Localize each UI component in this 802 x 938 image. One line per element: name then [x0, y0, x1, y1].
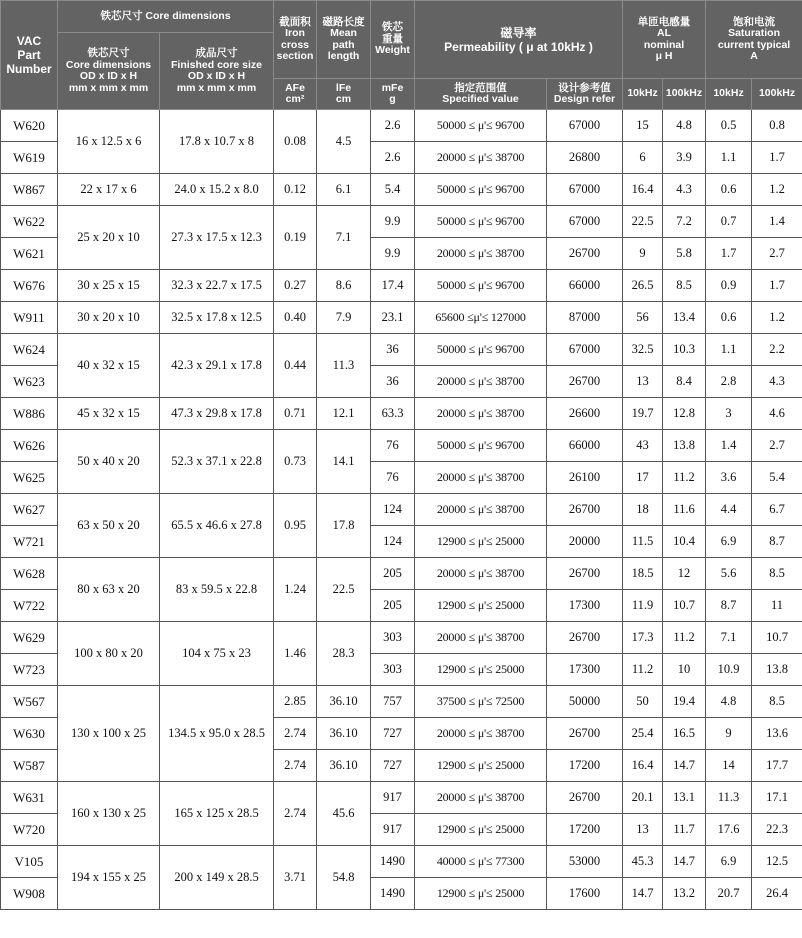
design-permeability-cell: 67000: [547, 174, 623, 206]
weight-cell: 303: [371, 654, 415, 686]
design-permeability-cell: 26100: [547, 462, 623, 494]
sat-100khz-cell: 12.5: [752, 846, 802, 878]
specified-permeability-cell: 50000 ≤ μ'≤ 96700: [415, 206, 547, 238]
afe-cell: 0.27: [274, 270, 317, 302]
sat-100khz-cell: 11: [752, 590, 802, 622]
sat-100khz-cell: 22.3: [752, 814, 802, 846]
table-row: [1, 206, 802, 238]
header-mean-path-length: 磁路长度 Mean path length: [317, 1, 371, 79]
afe-cell: 0.73: [274, 430, 317, 494]
sat-100khz-cell: 1.4: [752, 206, 802, 238]
sat-10khz-cell: 3: [706, 398, 752, 430]
al-100khz-cell: 11.2: [663, 622, 706, 654]
sat-100khz-cell: 8.5: [752, 686, 802, 718]
sat-10khz-cell: 6.9: [706, 846, 752, 878]
design-permeability-cell: 20000: [547, 526, 623, 558]
weight-cell: 2.6: [371, 110, 415, 142]
part-number-cell: W626: [1, 430, 58, 462]
al-100khz-cell: 13.1: [663, 782, 706, 814]
afe-cell: 0.19: [274, 206, 317, 270]
part-number-cell: W621: [1, 238, 58, 270]
weight-cell: 917: [371, 782, 415, 814]
afe-cell: 0.44: [274, 334, 317, 398]
part-number-cell: W627: [1, 494, 58, 526]
header-al-100khz: 100kHz: [663, 79, 706, 110]
sat-100khz-cell: 2.7: [752, 238, 802, 270]
al-10khz-cell: 6: [623, 142, 663, 174]
design-permeability-cell: 26700: [547, 494, 623, 526]
part-number-cell: W720: [1, 814, 58, 846]
design-permeability-cell: 26700: [547, 718, 623, 750]
al-100khz-cell: 3.9: [663, 142, 706, 174]
design-permeability-cell: 26700: [547, 782, 623, 814]
sat-10khz-cell: 4.8: [706, 686, 752, 718]
weight-cell: 727: [371, 718, 415, 750]
core-dimensions-cell: 194 x 155 x 25: [58, 846, 160, 910]
al-100khz-cell: 7.2: [663, 206, 706, 238]
specified-permeability-cell: 20000 ≤ μ'≤ 38700: [415, 718, 547, 750]
afe-cell: 2.74: [274, 718, 317, 750]
design-permeability-cell: 17200: [547, 750, 623, 782]
sat-10khz-cell: 1.4: [706, 430, 752, 462]
al-10khz-cell: 56: [623, 302, 663, 334]
core-dimensions-cell: 25 x 20 x 10: [58, 206, 160, 270]
lfe-cell: 6.1: [317, 174, 371, 206]
design-permeability-cell: 17300: [547, 654, 623, 686]
finished-size-cell: 134.5 x 95.0 x 28.5: [160, 686, 274, 782]
table-row: [1, 398, 802, 430]
header-design-refer: 设计参考值 Design refer: [547, 79, 623, 110]
sat-100khz-cell: 17.1: [752, 782, 802, 814]
design-permeability-cell: 17600: [547, 878, 623, 910]
sat-10khz-cell: 8.7: [706, 590, 752, 622]
sat-10khz-cell: 7.1: [706, 622, 752, 654]
al-100khz-cell: 14.7: [663, 846, 706, 878]
specified-permeability-cell: 20000 ≤ μ'≤ 38700: [415, 622, 547, 654]
al-100khz-cell: 12: [663, 558, 706, 590]
weight-cell: 917: [371, 814, 415, 846]
part-number-cell: W631: [1, 782, 58, 814]
al-100khz-cell: 19.4: [663, 686, 706, 718]
design-permeability-cell: 17200: [547, 814, 623, 846]
al-10khz-cell: 25.4: [623, 718, 663, 750]
weight-cell: 124: [371, 494, 415, 526]
sat-100khz-cell: 26.4: [752, 878, 802, 910]
core-dimensions-cell: 63 x 50 x 20: [58, 494, 160, 558]
lfe-cell: 14.1: [317, 430, 371, 494]
header-specified-value: 指定范围值 Specified value: [415, 79, 547, 110]
afe-cell: 2.74: [274, 750, 317, 782]
al-10khz-cell: 22.5: [623, 206, 663, 238]
al-100khz-cell: 4.8: [663, 110, 706, 142]
design-permeability-cell: 26600: [547, 398, 623, 430]
lfe-cell: 36.10: [317, 750, 371, 782]
weight-cell: 1490: [371, 846, 415, 878]
weight-cell: 124: [371, 526, 415, 558]
header-core-dimensions: 铁芯尺寸 Core dimensions OD x ID x H mm x mm x mm: [58, 33, 160, 110]
al-10khz-cell: 19.7: [623, 398, 663, 430]
afe-cell: 0.95: [274, 494, 317, 558]
sat-100khz-cell: 4.3: [752, 366, 802, 398]
weight-cell: 17.4: [371, 270, 415, 302]
sat-100khz-cell: 10.7: [752, 622, 802, 654]
table-row: [1, 846, 802, 878]
table-body: [1, 110, 802, 910]
lfe-cell: 7.1: [317, 206, 371, 270]
design-permeability-cell: 26700: [547, 558, 623, 590]
al-100khz-cell: 13.4: [663, 302, 706, 334]
design-permeability-cell: 67000: [547, 334, 623, 366]
al-100khz-cell: 5.8: [663, 238, 706, 270]
sat-100khz-cell: 1.2: [752, 302, 802, 334]
lfe-cell: 54.8: [317, 846, 371, 910]
sat-10khz-cell: 5.6: [706, 558, 752, 590]
part-number-cell: W908: [1, 878, 58, 910]
specified-permeability-cell: 20000 ≤ μ'≤ 38700: [415, 398, 547, 430]
afe-cell: 0.08: [274, 110, 317, 174]
al-10khz-cell: 16.4: [623, 174, 663, 206]
al-10khz-cell: 15: [623, 110, 663, 142]
header-sat-100khz: 100kHz: [752, 79, 802, 110]
header-finished-core-size: 成品尺寸 Finished core size OD x ID x H mm x mm x mm: [160, 33, 274, 110]
part-number-cell: W723: [1, 654, 58, 686]
sat-100khz-cell: 4.6: [752, 398, 802, 430]
sat-10khz-cell: 20.7: [706, 878, 752, 910]
part-number-cell: W587: [1, 750, 58, 782]
core-dimensions-cell: 100 x 80 x 20: [58, 622, 160, 686]
header-saturation-current: 饱和电流 Saturation current typical A: [706, 1, 802, 79]
al-100khz-cell: 4.3: [663, 174, 706, 206]
weight-cell: 1490: [371, 878, 415, 910]
sat-100khz-cell: 6.7: [752, 494, 802, 526]
core-dimensions-cell: 50 x 40 x 20: [58, 430, 160, 494]
afe-cell: 1.24: [274, 558, 317, 622]
design-permeability-cell: 53000: [547, 846, 623, 878]
specified-permeability-cell: 50000 ≤ μ'≤ 96700: [415, 334, 547, 366]
sat-10khz-cell: 0.5: [706, 110, 752, 142]
specified-permeability-cell: 50000 ≤ μ'≤ 96700: [415, 430, 547, 462]
al-10khz-cell: 11.2: [623, 654, 663, 686]
al-100khz-cell: 13.8: [663, 430, 706, 462]
al-10khz-cell: 50: [623, 686, 663, 718]
specified-permeability-cell: 20000 ≤ μ'≤ 38700: [415, 462, 547, 494]
finished-size-cell: 42.3 x 29.1 x 17.8: [160, 334, 274, 398]
core-dimensions-cell: 130 x 100 x 25: [58, 686, 160, 782]
specified-permeability-cell: 12900 ≤ μ'≤ 25000: [415, 878, 547, 910]
part-number-cell: W676: [1, 270, 58, 302]
lfe-cell: 45.6: [317, 782, 371, 846]
table-row: [1, 494, 802, 526]
al-10khz-cell: 32.5: [623, 334, 663, 366]
header-al-10khz: 10kHz: [623, 79, 663, 110]
sat-10khz-cell: 2.8: [706, 366, 752, 398]
table-row: [1, 302, 802, 334]
table-row: [1, 110, 802, 142]
specified-permeability-cell: 50000 ≤ μ'≤ 96700: [415, 270, 547, 302]
al-100khz-cell: 10: [663, 654, 706, 686]
al-10khz-cell: 45.3: [623, 846, 663, 878]
core-dimensions-cell: 22 x 17 x 6: [58, 174, 160, 206]
design-permeability-cell: 66000: [547, 430, 623, 462]
weight-cell: 757: [371, 686, 415, 718]
core-dimensions-cell: 30 x 25 x 15: [58, 270, 160, 302]
sat-100khz-cell: 1.2: [752, 174, 802, 206]
sat-100khz-cell: 2.2: [752, 334, 802, 366]
al-100khz-cell: 11.7: [663, 814, 706, 846]
weight-cell: 205: [371, 590, 415, 622]
afe-cell: 0.71: [274, 398, 317, 430]
header-permeability-group: 磁导率 Permeability ( μ at 10kHz ): [415, 1, 623, 79]
specified-permeability-cell: 20000 ≤ μ'≤ 38700: [415, 238, 547, 270]
part-number-cell: W620: [1, 110, 58, 142]
al-10khz-cell: 26.5: [623, 270, 663, 302]
al-10khz-cell: 13: [623, 366, 663, 398]
lfe-cell: 22.5: [317, 558, 371, 622]
sat-10khz-cell: 0.9: [706, 270, 752, 302]
finished-size-cell: 47.3 x 29.8 x 17.8: [160, 398, 274, 430]
finished-size-cell: 32.3 x 22.7 x 17.5: [160, 270, 274, 302]
header-part-number: VAC Part Number: [1, 1, 58, 110]
design-permeability-cell: 66000: [547, 270, 623, 302]
al-10khz-cell: 16.4: [623, 750, 663, 782]
al-100khz-cell: 8.4: [663, 366, 706, 398]
weight-cell: 2.6: [371, 142, 415, 174]
sat-100khz-cell: 13.8: [752, 654, 802, 686]
sat-10khz-cell: 0.6: [706, 302, 752, 334]
sat-100khz-cell: 2.7: [752, 430, 802, 462]
finished-size-cell: 52.3 x 37.1 x 22.8: [160, 430, 274, 494]
part-number-cell: W629: [1, 622, 58, 654]
finished-size-cell: 65.5 x 46.6 x 27.8: [160, 494, 274, 558]
al-10khz-cell: 17.3: [623, 622, 663, 654]
sat-100khz-cell: 17.7: [752, 750, 802, 782]
header-al-nominal: 单匝电感量 AL nominal μ H: [623, 1, 706, 79]
table-row: [1, 334, 802, 366]
sat-10khz-cell: 4.4: [706, 494, 752, 526]
table-row: [1, 622, 802, 654]
lfe-cell: 8.6: [317, 270, 371, 302]
al-10khz-cell: 20.1: [623, 782, 663, 814]
design-permeability-cell: 87000: [547, 302, 623, 334]
al-10khz-cell: 9: [623, 238, 663, 270]
sat-10khz-cell: 1.7: [706, 238, 752, 270]
weight-cell: 76: [371, 462, 415, 494]
part-number-cell: W567: [1, 686, 58, 718]
sat-10khz-cell: 10.9: [706, 654, 752, 686]
weight-cell: 5.4: [371, 174, 415, 206]
afe-cell: 2.85: [274, 686, 317, 718]
part-number-cell: W624: [1, 334, 58, 366]
finished-size-cell: 165 x 125 x 28.5: [160, 782, 274, 846]
weight-cell: 36: [371, 334, 415, 366]
header-weight: 铁芯 重量 Weight: [371, 1, 415, 79]
specified-permeability-cell: 50000 ≤ μ'≤ 96700: [415, 110, 547, 142]
header-mfe-unit: mFe g: [371, 79, 415, 110]
sat-10khz-cell: 1.1: [706, 334, 752, 366]
design-permeability-cell: 26700: [547, 366, 623, 398]
al-100khz-cell: 13.2: [663, 878, 706, 910]
part-number-cell: W630: [1, 718, 58, 750]
weight-cell: 63.3: [371, 398, 415, 430]
weight-cell: 727: [371, 750, 415, 782]
weight-cell: 23.1: [371, 302, 415, 334]
header-core-dimensions-group: 铁芯尺寸 Core dimensions: [58, 1, 274, 33]
part-number-cell: W867: [1, 174, 58, 206]
specified-permeability-cell: 65600 ≤μ'≤ 127000: [415, 302, 547, 334]
core-dimensions-cell: 45 x 32 x 15: [58, 398, 160, 430]
specified-permeability-cell: 50000 ≤ μ'≤ 96700: [415, 174, 547, 206]
lfe-cell: 12.1: [317, 398, 371, 430]
part-number-cell: W622: [1, 206, 58, 238]
al-100khz-cell: 11.6: [663, 494, 706, 526]
design-permeability-cell: 17300: [547, 590, 623, 622]
al-100khz-cell: 8.5: [663, 270, 706, 302]
al-100khz-cell: 16.5: [663, 718, 706, 750]
lfe-cell: 28.3: [317, 622, 371, 686]
afe-cell: 1.46: [274, 622, 317, 686]
table-row: [1, 558, 802, 590]
al-10khz-cell: 18.5: [623, 558, 663, 590]
part-number-cell: W623: [1, 366, 58, 398]
part-number-cell: W628: [1, 558, 58, 590]
core-dimensions-cell: 40 x 32 x 15: [58, 334, 160, 398]
specified-permeability-cell: 12900 ≤ μ'≤ 25000: [415, 654, 547, 686]
al-10khz-cell: 11.9: [623, 590, 663, 622]
sat-100khz-cell: 8.7: [752, 526, 802, 558]
part-number-cell: W911: [1, 302, 58, 334]
lfe-cell: 11.3: [317, 334, 371, 398]
specified-permeability-cell: 12900 ≤ μ'≤ 25000: [415, 590, 547, 622]
sat-100khz-cell: 8.5: [752, 558, 802, 590]
afe-cell: 3.71: [274, 846, 317, 910]
afe-cell: 2.74: [274, 782, 317, 846]
header-iron-cross-section: 截面积 Iron cross section: [274, 1, 317, 79]
specified-permeability-cell: 12900 ≤ μ'≤ 25000: [415, 526, 547, 558]
finished-size-cell: 32.5 x 17.8 x 12.5: [160, 302, 274, 334]
table-row: [1, 782, 802, 814]
header-sat-10khz: 10kHz: [706, 79, 752, 110]
finished-size-cell: 17.8 x 10.7 x 8: [160, 110, 274, 174]
design-permeability-cell: 26700: [547, 238, 623, 270]
sat-10khz-cell: 0.7: [706, 206, 752, 238]
header-lfe-unit: lFe cm: [317, 79, 371, 110]
weight-cell: 9.9: [371, 238, 415, 270]
weight-cell: 303: [371, 622, 415, 654]
specified-permeability-cell: 12900 ≤ μ'≤ 25000: [415, 814, 547, 846]
sat-10khz-cell: 3.6: [706, 462, 752, 494]
finished-size-cell: 104 x 75 x 23: [160, 622, 274, 686]
part-number-cell: W619: [1, 142, 58, 174]
al-10khz-cell: 18: [623, 494, 663, 526]
sat-10khz-cell: 9: [706, 718, 752, 750]
lfe-cell: 36.10: [317, 686, 371, 718]
lfe-cell: 36.10: [317, 718, 371, 750]
al-100khz-cell: 10.7: [663, 590, 706, 622]
afe-cell: 0.12: [274, 174, 317, 206]
sat-100khz-cell: 5.4: [752, 462, 802, 494]
design-permeability-cell: 26700: [547, 622, 623, 654]
table-header: [1, 1, 802, 110]
finished-size-cell: 83 x 59.5 x 22.8: [160, 558, 274, 622]
sat-10khz-cell: 14: [706, 750, 752, 782]
weight-cell: 205: [371, 558, 415, 590]
specified-permeability-cell: 12900 ≤ μ'≤ 25000: [415, 750, 547, 782]
specified-permeability-cell: 20000 ≤ μ'≤ 38700: [415, 782, 547, 814]
al-10khz-cell: 11.5: [623, 526, 663, 558]
al-100khz-cell: 10.3: [663, 334, 706, 366]
part-number-cell: W722: [1, 590, 58, 622]
al-100khz-cell: 10.4: [663, 526, 706, 558]
part-number-cell: W886: [1, 398, 58, 430]
lfe-cell: 4.5: [317, 110, 371, 174]
finished-size-cell: 27.3 x 17.5 x 12.3: [160, 206, 274, 270]
sat-10khz-cell: 11.3: [706, 782, 752, 814]
part-number-cell: W625: [1, 462, 58, 494]
specified-permeability-cell: 20000 ≤ μ'≤ 38700: [415, 558, 547, 590]
part-number-cell: V105: [1, 846, 58, 878]
table-row: [1, 430, 802, 462]
finished-size-cell: 200 x 149 x 28.5: [160, 846, 274, 910]
al-10khz-cell: 43: [623, 430, 663, 462]
core-dimensions-cell: 80 x 63 x 20: [58, 558, 160, 622]
al-10khz-cell: 14.7: [623, 878, 663, 910]
sat-100khz-cell: 0.8: [752, 110, 802, 142]
sat-100khz-cell: 13.6: [752, 718, 802, 750]
al-100khz-cell: 12.8: [663, 398, 706, 430]
lfe-cell: 7.9: [317, 302, 371, 334]
finished-size-cell: 24.0 x 15.2 x 8.0: [160, 174, 274, 206]
header-afe-unit: AFe cm²: [274, 79, 317, 110]
sat-10khz-cell: 1.1: [706, 142, 752, 174]
design-permeability-cell: 67000: [547, 206, 623, 238]
specified-permeability-cell: 20000 ≤ μ'≤ 38700: [415, 494, 547, 526]
afe-cell: 0.40: [274, 302, 317, 334]
al-100khz-cell: 11.2: [663, 462, 706, 494]
weight-cell: 36: [371, 366, 415, 398]
specified-permeability-cell: 40000 ≤ μ'≤ 77300: [415, 846, 547, 878]
al-100khz-cell: 14.7: [663, 750, 706, 782]
design-permeability-cell: 67000: [547, 110, 623, 142]
specified-permeability-cell: 37500 ≤ μ'≤ 72500: [415, 686, 547, 718]
sat-10khz-cell: 0.6: [706, 174, 752, 206]
core-dimensions-cell: 16 x 12.5 x 6: [58, 110, 160, 174]
weight-cell: 9.9: [371, 206, 415, 238]
design-permeability-cell: 50000: [547, 686, 623, 718]
sat-10khz-cell: 6.9: [706, 526, 752, 558]
design-permeability-cell: 26800: [547, 142, 623, 174]
table-row: [1, 270, 802, 302]
sat-10khz-cell: 17.6: [706, 814, 752, 846]
al-10khz-cell: 17: [623, 462, 663, 494]
table-row: [1, 686, 802, 718]
lfe-cell: 17.8: [317, 494, 371, 558]
core-dimensions-cell: 160 x 130 x 25: [58, 782, 160, 846]
part-number-cell: W721: [1, 526, 58, 558]
core-dimensions-cell: 30 x 20 x 10: [58, 302, 160, 334]
weight-cell: 76: [371, 430, 415, 462]
specified-permeability-cell: 20000 ≤ μ'≤ 38700: [415, 142, 547, 174]
sat-100khz-cell: 1.7: [752, 270, 802, 302]
table-row: [1, 174, 802, 206]
al-10khz-cell: 13: [623, 814, 663, 846]
specified-permeability-cell: 20000 ≤ μ'≤ 38700: [415, 366, 547, 398]
sat-100khz-cell: 1.7: [752, 142, 802, 174]
